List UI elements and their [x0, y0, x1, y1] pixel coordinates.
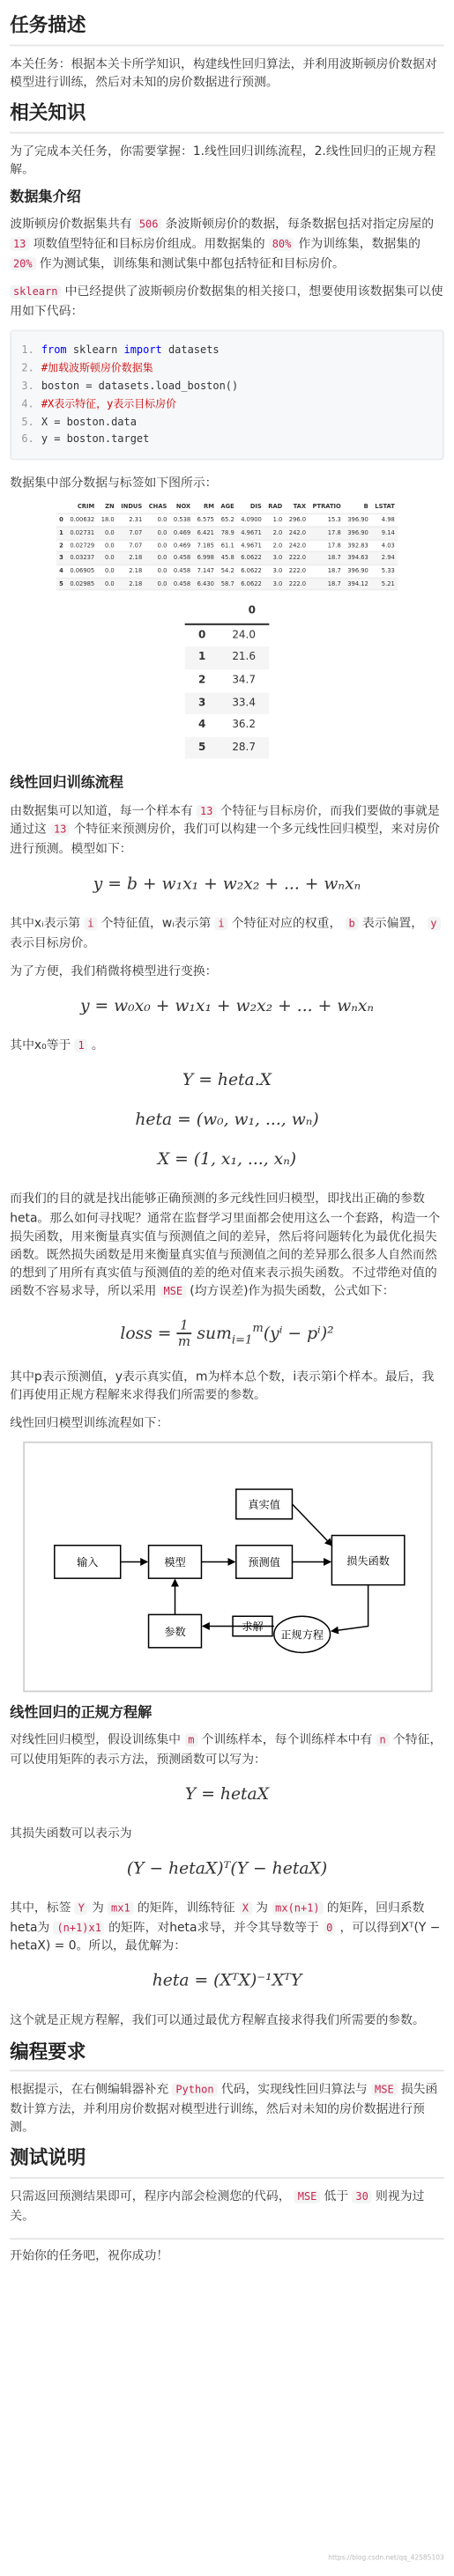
table-cell: 0.458: [170, 577, 194, 589]
table-cell: 7.147: [194, 565, 218, 577]
table-cell: 0.02985: [67, 577, 98, 589]
table-cell: 45.8: [218, 552, 238, 565]
requirements-text: 根据提示，在右侧编辑器补充 Python 代码，实现线性回归算法与 MSE 损失函数计算方法，并利用房价数据对模型进行训练，然后对未知的房价数据进行预测。: [10, 2082, 438, 2135]
flow-solve-label: 求解: [241, 1620, 263, 1634]
table-cell: 0.0: [98, 539, 118, 551]
table-cell: 1: [56, 527, 66, 539]
normal-paragraph-2: 其损失函数可以表示为: [10, 1825, 132, 1841]
knowledge-title: 相关知识: [10, 100, 86, 124]
code-line: 6. y = boston.target: [21, 432, 150, 447]
task-text: 本关任务：根据本关卡所学知识，构建线性回归算法，并利用波斯顿房价数据对模型进行训练，然后对未知的房价数据进行预测。: [10, 55, 437, 90]
table-header-cell: B: [345, 502, 372, 513]
table-cell: 0.02729: [67, 539, 98, 551]
transformed-formula: y = w₀x₀ + w₁x₁ + w₂x₂ + ... + wₙxₙ: [79, 997, 374, 1016]
table-cell: 4.98: [372, 514, 398, 527]
table-cell: 0.0: [145, 514, 170, 527]
code-line: 5. X = boston.data: [21, 415, 137, 429]
table-cell: 396.90: [345, 527, 372, 539]
table-cell: 18.7: [309, 565, 345, 577]
flow-predict-label: 预测值: [247, 1556, 279, 1569]
dataset-paragraph-2: sklearn 中已经提供了波斯顿房价数据集的相关接口，想要使用该数据集可以使用如下代码：: [10, 284, 443, 319]
table-cell: 24.0: [232, 628, 256, 642]
table-cell: 2.18: [117, 577, 145, 589]
table-cell: 296.0: [286, 514, 309, 527]
table-cell: 0.0: [145, 577, 170, 589]
table-header-cell: [56, 502, 66, 513]
table-row: [56, 577, 398, 589]
table-cell: 4.9671: [237, 527, 264, 539]
table-cell: 61.1: [218, 539, 238, 551]
divider: [10, 2070, 444, 2072]
table-cell: 58.7: [218, 577, 238, 589]
table-cell: 6.998: [194, 552, 218, 565]
flow-arrow: [331, 1585, 367, 1631]
divider: [10, 44, 444, 46]
table-cell: 3.0: [265, 565, 286, 577]
normal-paragraph-4: 这个就是正规方程解，我们可以通过最优方程解直接求得我们所需要的参数。: [10, 2012, 425, 2028]
table-cell: 1: [185, 647, 219, 669]
normal-solution-formula: heta = (XᵀX)⁻¹XᵀY: [152, 1973, 302, 1992]
table-cell: 18.7: [309, 552, 345, 565]
flow-normal-label: 正规方程: [279, 1628, 324, 1642]
table-header-cell: LSTAT: [372, 502, 398, 513]
table-cell: 5: [185, 737, 219, 759]
table-cell: 0.0: [98, 577, 118, 589]
table-cell: 0.0: [145, 527, 170, 539]
knowledge-intro: 为了完成本关任务，你需要掌握：1.线性回归训练流程，2.线性回归的正规方程解。: [10, 144, 436, 177]
table-cell: 0.00632: [67, 514, 98, 527]
model-formula: y = b + w₁x₁ + w₂x₂ + ... + wₙxₙ: [93, 875, 361, 894]
table-cell: 242.0: [286, 539, 309, 551]
table-header-cell: AGE: [218, 502, 238, 513]
table-header-cell: RM: [194, 502, 218, 513]
table-cell: 0.03237: [67, 552, 98, 565]
table-header-row: [56, 502, 398, 513]
table-cell: 3: [56, 552, 66, 565]
table-header-cell: CHAS: [145, 502, 170, 513]
code-line: 1. from sklearn import datasets: [21, 343, 220, 357]
table-cell: 0.458: [170, 552, 194, 565]
divider: [10, 132, 444, 134]
table-cell: 7.07: [117, 539, 145, 551]
table-cell: 0.0: [145, 552, 170, 565]
watermark: https://blog.csdn.net/qq_42585103: [328, 2552, 444, 2562]
table-row: [185, 669, 269, 691]
table-cell: 394.63: [345, 552, 372, 565]
table-cell: 33.4: [219, 692, 269, 714]
table-cell: 6.0622: [237, 577, 264, 589]
training-paragraph-2: 其中xᵢ表示第 i 个特征值，wᵢ表示第 i 个特征对应的权重， b 表示偏置， y 表示目标房价。: [10, 913, 444, 951]
table-cell: 6.575: [194, 514, 218, 527]
table-cell: 3.0: [265, 577, 286, 589]
training-paragraph-5: 而我们的目的就是找出能够正确预测的多元线性回归模型，即找出正确的参数heta。那么如何寻找呢？通常在监督学习里面都会使用这么一个套路，构造一个损失函数，用来衡量真实值与预测值之间的差异，然后将问题转化为最优化损失函数。既然损失函数是用来衡量真实值与预测值之间的差异那么很多人自然而然的想到了用所有真实值与预测值的差的绝对值来表示损失函数。不过带绝对值的函数不容易求导，所以采用 MSE (均方误差)作为损失函数，公式如下：: [10, 1191, 441, 1298]
table-cell: 4: [56, 565, 66, 577]
table-cell: 0.538: [170, 514, 194, 527]
normal-paragraph-1: 对线性回归模型，假设训练集中 m 个训练样本，每个训练样本中有 n 个特征，可以使用矩阵的表示方法，预测函数可以写为：: [10, 1731, 443, 1767]
table-cell: 0.0: [145, 539, 170, 551]
table-cell: 222.0: [286, 565, 309, 577]
table-cell: 7.07: [117, 527, 145, 539]
testing-title: 测试说明: [10, 2145, 86, 2170]
table-cell: 65.2: [218, 514, 238, 527]
dataset-title: 数据集介绍: [10, 189, 81, 207]
table-header-cell: DIS: [237, 502, 264, 513]
table-cell: 0.0: [98, 565, 118, 577]
code-line: 4. #X表示特征，y表示目标房价: [21, 396, 177, 410]
table-cell: 222.0: [286, 577, 309, 589]
table-cell: 2.18: [117, 565, 145, 577]
table-cell: 6.0622: [237, 552, 264, 565]
table-cell: 2.18: [117, 552, 145, 565]
table-cell: 0: [56, 514, 66, 527]
code-line: 3. boston = datasets.load_boston(): [21, 379, 239, 393]
table-cell: 1.0: [265, 514, 286, 527]
table-cell: 2: [56, 539, 66, 551]
testing-text: 只需返回预测结果即可，程序内部会检测您的代码， MSE 低于 30 则视为过关。: [10, 2188, 425, 2224]
table-cell: 0.469: [170, 527, 194, 539]
table-row: [56, 527, 398, 539]
table-cell: 2.0: [265, 527, 286, 539]
table-cell: 17.8: [309, 527, 345, 539]
flow-svg: [24, 1443, 430, 1691]
table-cell: 4.03: [372, 539, 398, 551]
table-cell: 0.0: [98, 527, 118, 539]
table-cell: 0.06905: [67, 565, 98, 577]
table-cell: 4: [198, 718, 206, 732]
table-row: [185, 692, 269, 714]
table-cell: 78.9: [218, 527, 238, 539]
table-cell: 36.2: [232, 718, 256, 732]
training-paragraph-3: 为了方便，我们稍微将模型进行变换：: [10, 963, 218, 978]
table-cell: 54.2: [218, 565, 238, 577]
table-cell: 18.0: [98, 514, 118, 527]
loss-formula: loss = $\frac{1}{m}$ sum$_{i=1}^m$(yⁱ − pⁱ)²: [120, 1317, 334, 1350]
table-row: [185, 624, 269, 646]
training-paragraph-6: 其中p表示预测值，y表示真实值，m为样本总个数，i表示第i个样本。最后，我们再使用正规方程解来求得我们所需要的参数。: [10, 1368, 435, 1402]
table-cell: 242.0: [286, 527, 309, 539]
footer-text: 开始你的任务吧，祝你成功！: [10, 2248, 169, 2263]
table-cell: 222.0: [286, 552, 309, 565]
table-header-cell: INDUS: [117, 502, 145, 513]
training-paragraph-1: 由数据集可以知道，每一个样本有 13 个特征与目标房价，而我们要做的事就是通过这 13 个特征来预测房价，我们可以构建一个多元线性回归模型，来对房价进行预测。模型如下：: [10, 802, 440, 856]
table-header-cell: ZN: [98, 502, 118, 513]
matrix-formula: Y = heta.X: [182, 1072, 272, 1091]
flow-input-label: 输入: [76, 1556, 98, 1569]
table-cell: 6.421: [194, 527, 218, 539]
table-row: [56, 539, 398, 551]
table-header-row: 0: [185, 601, 269, 624]
flow-arrow: [292, 1504, 331, 1546]
training-paragraph-7: 线性回归模型训练流程如下：: [10, 1414, 169, 1430]
flow-params-label: 参数: [163, 1625, 185, 1638]
table-header-cell: RAD: [265, 502, 286, 513]
task-title: 任务描述: [10, 12, 86, 37]
normal-title: 线性回归的正规方程解: [10, 1705, 153, 1723]
table-cell: 0: [198, 628, 206, 642]
table-cell: 0.0: [98, 552, 118, 565]
table-row: [56, 552, 398, 565]
table-cell: 394.12: [345, 577, 372, 589]
table-cell: 392.83: [345, 539, 372, 551]
table-row: [56, 565, 398, 577]
table-row: [56, 514, 398, 527]
dataset-paragraph-1: 波斯顿房价数据集共有 506 条波斯顿房价的数据，每条数据包括对指定房屋的 13 项数值型特征和目标房价组成。用数据集的 80% 作为训练集，数据集的 20% 作为测试集，训练集和测试集中都包括特征和目标房价。: [10, 217, 435, 270]
table-cell: 0.0: [145, 565, 170, 577]
table-header-cell: NOX: [170, 502, 194, 513]
table-cell: 9.14: [372, 527, 398, 539]
table-cell: 5.21: [372, 577, 398, 589]
table-cell: 2: [198, 673, 206, 687]
flow-true-label: 真实值: [247, 1498, 279, 1511]
table-cell: 396.90: [345, 514, 372, 527]
table-cell: 21.6: [219, 647, 269, 669]
table-cell: 4.0900: [237, 514, 264, 527]
table-cell: 0.469: [170, 539, 194, 551]
table-row: [185, 737, 269, 759]
table-cell: 396.90: [345, 565, 372, 577]
normal-paragraph-3: 其中，标签 Y 为 mx1 的矩阵，训练特征 X 为 mx(n+1) 的矩阵，回归系数heta为 (n+1)x1 的矩阵，对heta求导，并令其导数等于 0 ，可以得到Xᵀ(Y − hetaX) = 0。所以，最优解为：: [10, 1900, 441, 1953]
x-formula: X = (1, x₁, ..., xₙ): [157, 1151, 297, 1170]
matrix-prediction-formula: Y = hetaX: [184, 1786, 270, 1805]
table-cell: 2.94: [372, 552, 398, 565]
flow-loss-label: 损失函数: [346, 1554, 389, 1568]
code-block[interactable]: [10, 330, 444, 461]
table-cell: 5: [56, 577, 66, 589]
requirements-title: 编程要求: [10, 2039, 86, 2063]
table-row: [185, 714, 269, 736]
table-cell: 2.31: [117, 514, 145, 527]
table-cell: 34.7: [232, 673, 256, 687]
table-cell: 17.8: [309, 539, 345, 551]
table-cell: 3.0: [265, 552, 286, 565]
table-cell: 4.9671: [237, 539, 264, 551]
table-cell: 5.33: [372, 565, 398, 577]
table-cell: 2.0: [265, 539, 286, 551]
training-paragraph-4: 其中x₀等于 1 。: [10, 1037, 104, 1052]
code-line: 2. #加载波斯顿房价数据集: [21, 360, 153, 374]
table-cell: 3: [185, 692, 219, 714]
table-cell: 6.0622: [237, 565, 264, 577]
divider: [10, 2177, 444, 2179]
dataset-paragraph-3: 数据集中部分数据与标签如下图所示：: [10, 476, 218, 491]
footer: [10, 2238, 444, 2264]
table-header-cell: PTRATIO: [309, 502, 345, 513]
table-header-cell: TAX: [286, 502, 309, 513]
table-cell: 7.185: [194, 539, 218, 551]
training-flow-diagram: [22, 1442, 431, 1693]
theta-formula: heta = (w₀, w₁, ..., wₙ): [135, 1111, 319, 1131]
table-cell: 0.02731: [67, 527, 98, 539]
table-header-cell: CRIM: [67, 502, 98, 513]
table-cell: 15.3: [309, 514, 345, 527]
table-row: [185, 647, 269, 669]
feature-data-table: [56, 502, 398, 591]
table-cell: 0.458: [170, 565, 194, 577]
table-cell: 28.7: [219, 737, 269, 759]
matrix-loss-formula: (Y − hetaX)ᵀ(Y − hetaX): [126, 1860, 328, 1879]
table-cell: 6.430: [194, 577, 218, 589]
flow-model-label: 模型: [163, 1556, 185, 1569]
training-title: 线性回归训练流程: [10, 776, 124, 793]
table-cell: 18.7: [309, 577, 345, 589]
target-data-table: [185, 601, 269, 759]
